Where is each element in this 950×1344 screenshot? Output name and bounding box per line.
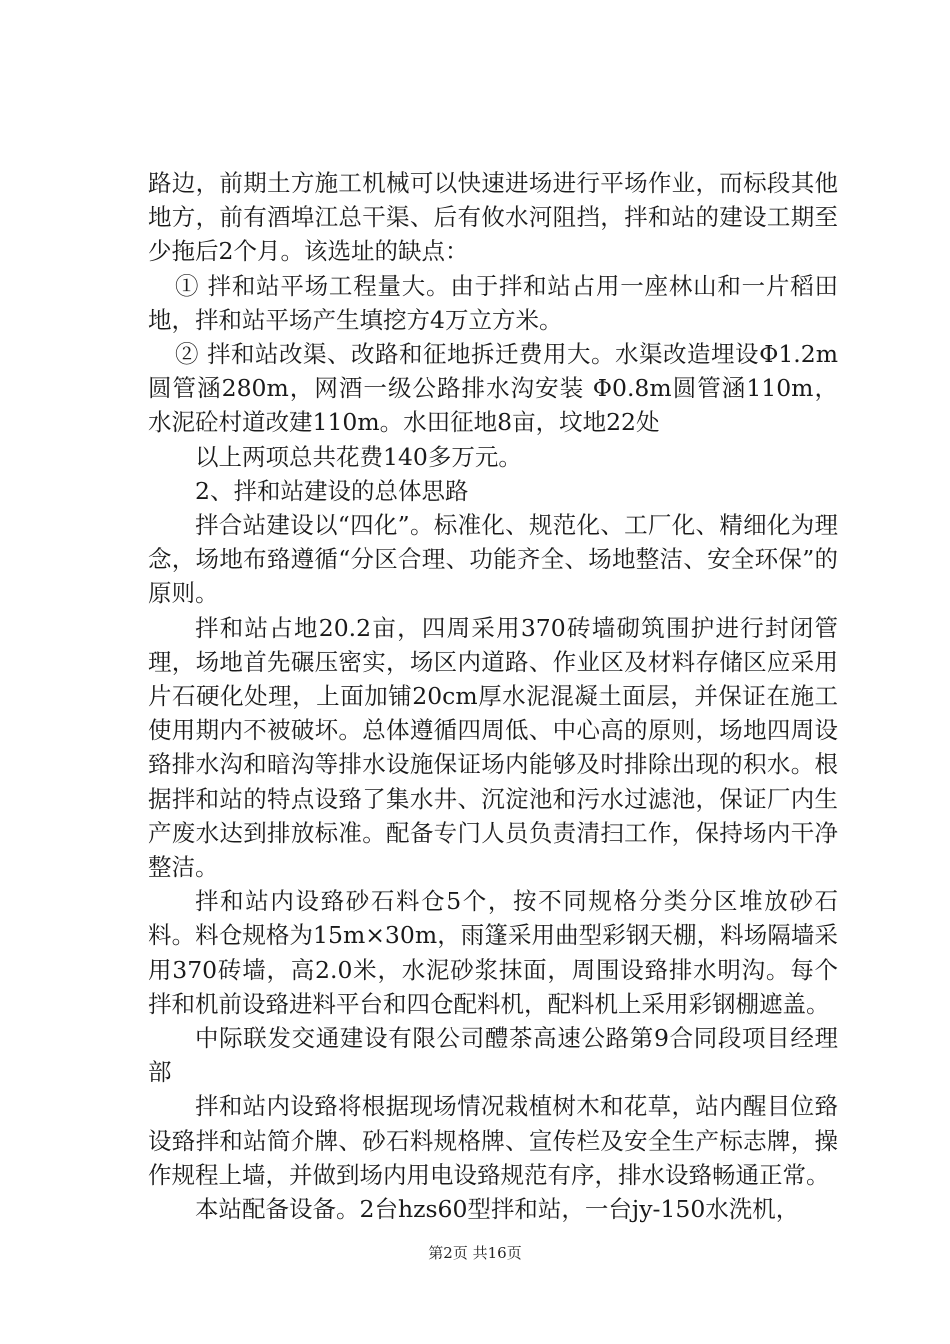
document-body [148,166,838,1226]
paragraph-total-cost: 以上两项总共花费140多万元。 [195,442,522,471]
paragraph-site-continuation: 路边，前期土方施工机械可以快速进场进行平场作业，而标段其他地方，前有酒埠江总干渠、后有攸水河阻挡，拌和站的建设工期至少拖后2个月。该选址的缺点： [148,169,838,266]
page-number-footer: 第2页 共16页 [428,1244,522,1262]
paragraph-four-standards: 拌合站建设以“四化”。标准化、规范化、工厂化、精细化为理念，场地布臵遵循“分区合理、功能齐全、场地整洁、安全环保”的原则。 [148,511,838,608]
paragraph-site-area: 拌和站占地20.2亩，四周采用370砖墙砌筑围护进行封闭管理，场地首先碾压密实，场区内道路、作业区及材料存储区应采用片石硬化处理，上面加铺20cm厚水泥混凝土面层，并保证在施工使用期内不被破坏。总体遵循四周低、中心高的原则，场地四周设臵排水沟和暗沟等排水设施保证场内能够及时排除出现的积水。根据拌和站的特点设臵了集水井、沉淀池和污水过滤池，保证厂内生产废水达到排放标准。配备专门人员负责清扫工作，保持场内干净整洁。 [148,613,838,882]
paragraph-landscaping: 拌和站内设臵将根据现场情况栽植树木和花草，站内醒目位臵设臵拌和站简介牌、砂石料规格牌、宣传栏及安全生产标志牌，操作规程上墙，并做到场内用电设臵规范有序，排水设臵畅通正常。 [148,1092,838,1189]
paragraph-equipment: 本站配备设备。2台hzs60型拌和站，一台jy-150水洗机， [195,1195,800,1224]
paragraph-drawback-1: ① 拌和站平场工程量大。由于拌和站占用一座林山和一片稻田地，拌和站平场产生填挖方4万立方米。 [148,271,838,334]
paragraph-company-name: 中际联发交通建设有限公司醴茶高速公路第9合同段项目经理部 [148,1024,838,1087]
paragraph-aggregate-bins: 拌和站内设臵砂石料仓5个，按不同规格分类分区堆放砂石料。料仓规格为15m×30m，雨篷采用曲型彩钢天棚，料场隔墙采用370砖墙，高2.0米，水泥砂浆抹面，周围设臵排水明沟。每个拌和机前设臵进料平台和四仓配料机，配料机上采用彩钢棚遮盖。 [148,887,838,1018]
section-heading-overall-idea: 2、拌和站建设的总体思路 [195,476,469,505]
paragraph-drawback-2: ② 拌和站改渠、改路和征地拆迁费用大。水渠改造埋设Φ1.2m圆管涵280m，网酒一级公路排水沟安装 Φ0.8m圆管涵110m，水泥砼村道改建110m。水田征地8亩，坟地22处 [148,340,838,437]
